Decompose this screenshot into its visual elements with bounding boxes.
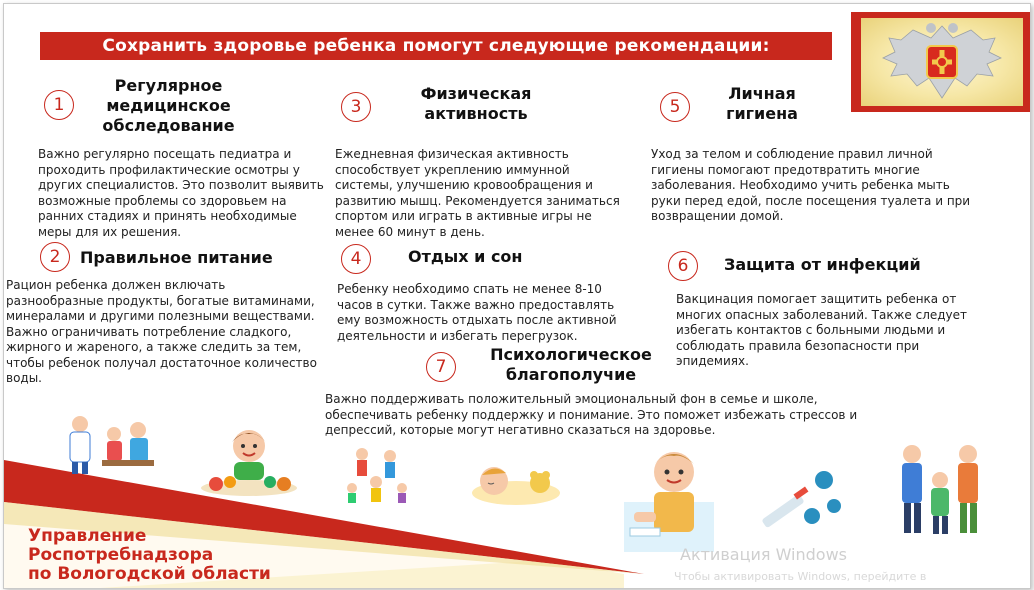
text-infection-protection: Вакцинация помогает защитить ребенка от многих опасных заболеваний. Также следует избегать контактов с больными людьми и соблюдать правила безопасности при эпидемиях.: [676, 292, 968, 368]
title-rest-sleep: Отдых и сон: [408, 247, 523, 266]
emblem-background: [861, 18, 1023, 106]
badge-number-1: 1: [44, 90, 74, 120]
text-hygiene: Уход за телом и соблюдение правил личной гигиены помогают предотвратить многие заболевания. Необходимо учить ребенка мыть руки перед едой, после посещения туалета и при возвращении домой.: [651, 147, 971, 223]
banner-title: Сохранить здоровье ребенка помогут следующие рекомендации:: [40, 32, 832, 60]
badge-number-4: 4: [341, 244, 371, 274]
badge-number-2: 2: [40, 242, 70, 272]
badge-number-7: 7: [426, 352, 456, 382]
title-nutrition: Правильное питание: [80, 248, 273, 267]
text-rest-sleep: Ребенку необходимо спать не менее 8-10 часов в сутки. Также важно предоставлять ему возможность отдыхать после активной деятельности и избегать перегрузок.: [337, 282, 617, 343]
text-nutrition: Рацион ребенка должен включать разнообразные продукты, богатые витаминами, минералами и другими полезными веществами. Важно ограничивать потребление сладкого, жирного и жареного, а также следить за тем, чтобы ребенок получал достаточное количество воды.: [6, 278, 317, 385]
vaccination-illustration: [754, 466, 844, 532]
title-infection-protection: Защита от инфекций: [724, 255, 921, 274]
text-medical-checkup: Важно регулярно посещать педиатра и проходить профилактические осмотры у других специалистов. Это позволит выявить возможные проблемы со здоровьем на ранних стадиях и принять необходимые меры для их решения.: [38, 147, 324, 239]
text-psychological-wellbeing: Важно поддерживать положительный эмоциональный фон в семье и школе, обеспечивать ребенку поддержку и понимание. Это поможет избежать стрессов и депрессий, которые могут негативно сказаться на здоровье.: [325, 392, 858, 437]
badge-number-5: 5: [660, 92, 690, 122]
child-eating-illustration: [194, 424, 304, 499]
title-medical-checkup: Регулярное медицинское обследование: [102, 76, 235, 135]
title-psychological-wellbeing: Психологическое благополучие: [490, 345, 652, 384]
windows-activation-watermark: Активация Windows: [680, 545, 847, 564]
family-illustration: [884, 440, 994, 540]
organization-name: [28, 527, 271, 584]
org-line-2: Роспотребнадзора: [28, 545, 214, 565]
badge-number-3: 3: [341, 92, 371, 122]
org-line-1: Управление: [28, 526, 147, 546]
text-physical-activity: Ежедневная физическая активность способствует укреплению иммунной системы, улучшению кровообращения и развитию мышц. Рекомендуется заниматься спортом или играть в активные игры не менее 60 минут в день.: [335, 147, 620, 239]
active-children-illustration: [342, 444, 412, 506]
emblem-panel: [851, 12, 1031, 112]
badge-number-6: 6: [668, 251, 698, 281]
sleeping-child-illustration: [466, 459, 562, 507]
org-line-3: по Вологодской области: [28, 564, 271, 584]
poster: [3, 3, 1031, 589]
rospotrebnadzor-emblem-icon: [861, 18, 1023, 106]
windows-activation-hint: Чтобы активировать Windows, перейдите в: [674, 570, 927, 583]
title-hygiene: Личная гигиена: [726, 84, 798, 123]
handwashing-child-illustration: [624, 442, 714, 552]
doctor-visit-illustration: [52, 414, 162, 476]
title-physical-activity: Физическая активность: [420, 84, 532, 123]
